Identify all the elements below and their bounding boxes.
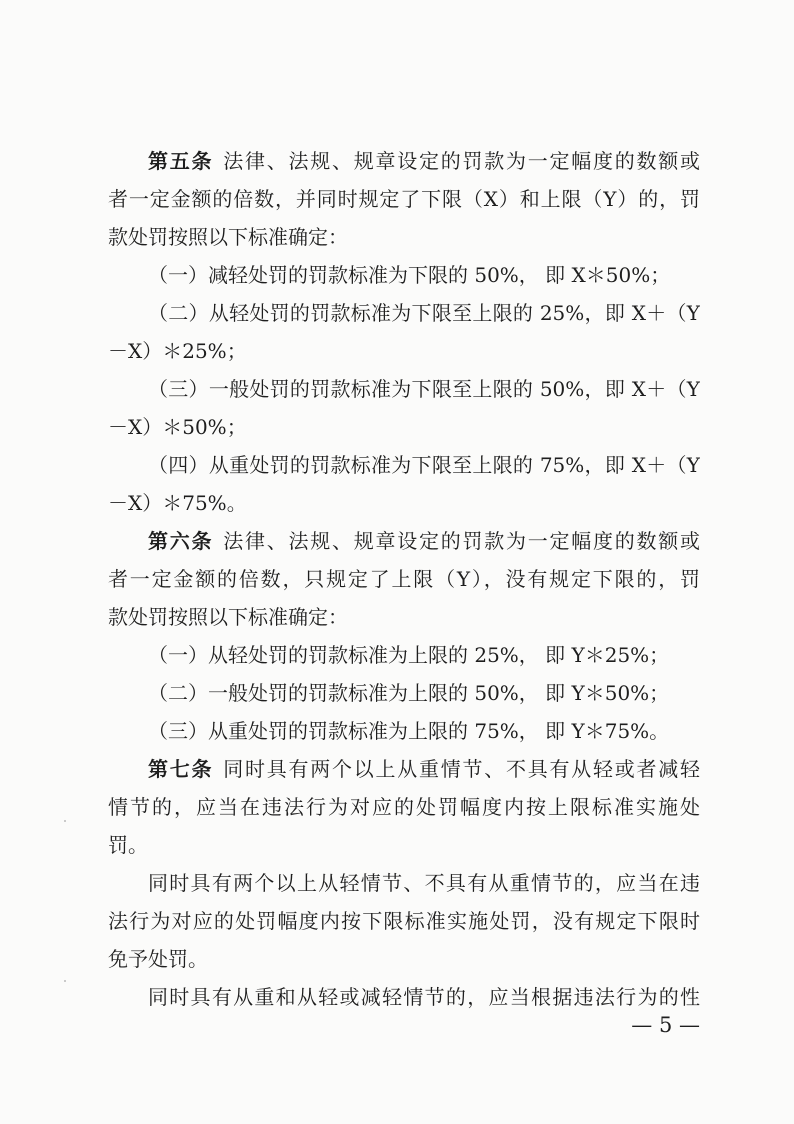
article5-item-2: （二）从轻处罚的罚款标准为下限至上限的 25%，即 X＋（Y bbox=[148, 301, 700, 325]
article7-line-3: 罚。 bbox=[108, 833, 148, 857]
scan-speck bbox=[64, 980, 66, 982]
article6-line-2: 者一定金额的倍数，只规定了上限（Y），没有规定下限的，罚 bbox=[108, 567, 700, 591]
article6-item-1: （一）从轻处罚的罚款标准为上限的 25%， 即 Y＊25%； bbox=[148, 643, 670, 667]
article7-line-2: 情节的，应当在违法行为对应的处罚幅度内按上限标准实施处 bbox=[108, 795, 700, 819]
article7-para3-line-1: 同时具有从重和从轻或减轻情节的，应当根据违法行为的性 bbox=[148, 985, 700, 1009]
article6-line-1: 第六条 法律、法规、规章设定的罚款为一定幅度的数额或 bbox=[148, 529, 700, 553]
article5-item-3-cont: －X）＊50%； bbox=[108, 415, 247, 439]
page-number: — 5 — bbox=[631, 1013, 700, 1037]
article6-item-2: （二）一般处罚的罚款标准为上限的 50%， 即 Y＊50%； bbox=[148, 681, 670, 705]
article5-item-2-cont: －X）＊25%； bbox=[108, 339, 247, 363]
article5-item-3: （三）一般处罚的罚款标准为下限至上限的 50%，即 X＋（Y bbox=[148, 377, 700, 401]
article5-line-3: 款处罚按照以下标准确定： bbox=[108, 225, 348, 249]
article6-line-3: 款处罚按照以下标准确定： bbox=[108, 605, 348, 629]
article7-heading: 第七条 bbox=[148, 757, 214, 781]
article5-item-4: （四）从重处罚的罚款标准为下限至上限的 75%，即 X＋（Y bbox=[148, 453, 700, 477]
article5-item-4-cont: －X）＊75%。 bbox=[108, 491, 247, 515]
article5-heading: 第五条 bbox=[148, 149, 214, 173]
article7-para2-line-1: 同时具有两个以上从轻情节、不具有从重情节的，应当在违 bbox=[148, 871, 700, 895]
article6-item-3: （三）从重处罚的罚款标准为上限的 75%， 即 Y＊75%。 bbox=[148, 719, 670, 743]
article5-item-1: （一）减轻处罚的罚款标准为下限的 50%， 即 X＊50%； bbox=[148, 263, 671, 287]
scan-speck bbox=[64, 820, 66, 822]
article5-line-1: 第五条 法律、法规、规章设定的罚款为一定幅度的数额或 bbox=[148, 149, 700, 173]
article7-para2-line-3: 免予处罚。 bbox=[108, 947, 208, 971]
article7-line-1: 第七条 同时具有两个以上从重情节、不具有从轻或者减轻 bbox=[148, 757, 700, 781]
article7-para2-line-2: 法行为对应的处罚幅度内按下限标准实施处罚，没有规定下限时 bbox=[108, 909, 700, 933]
article5-line-2: 者一定金额的倍数，并同时规定了下限（X）和上限（Y）的，罚 bbox=[108, 187, 700, 211]
article6-heading: 第六条 bbox=[148, 529, 214, 553]
